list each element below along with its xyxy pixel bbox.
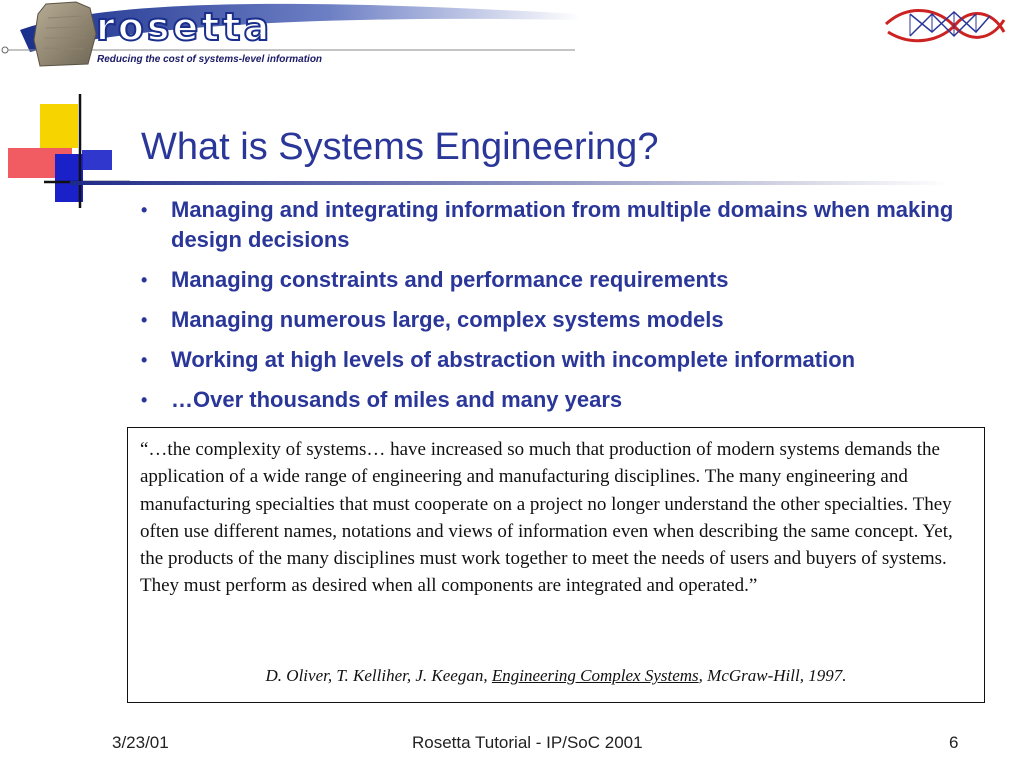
bullet-list: [141, 195, 971, 425]
citation-authors: D. Oliver, T. Kelliher, J. Keegan,: [265, 666, 492, 685]
bullet-item: [141, 305, 971, 335]
logo-wordmark: rosetta: [96, 5, 273, 49]
decorative-squares: [0, 90, 130, 210]
quote-box: [127, 427, 985, 703]
title-underline: [70, 181, 950, 185]
bullet-item: [141, 385, 971, 415]
bullet-item: [141, 195, 971, 255]
bullet-marker: •: [141, 310, 148, 330]
mesh-network-icon: [880, 2, 1010, 50]
citation-book-title: Engineering Complex Systems: [491, 666, 699, 685]
footer-date: 3/23/01: [112, 733, 169, 752]
bullet-marker: •: [141, 270, 148, 290]
bullet-marker: •: [141, 350, 148, 370]
slide-title: What is Systems Engineering?: [141, 126, 659, 168]
bullet-text: …Over thousands of miles and many years: [171, 387, 623, 412]
bullet-text: Working at high levels of abstraction with incomplete information: [171, 347, 856, 372]
quote-text: “…the complexity of systems… have increased so much that production of modern systems demands the application of a wide range of engineering and manufacturing disciplines. The many engineering and manufacturing specialties that must cooperate on a project no longer understand the other specialties. They often use different names, notations and views of information even when describing the same concept. Yet, the products of the many disciplines must work together to meet the needs of users and buyers of systems. They must perform as desired when all components are integrated and operated.”: [140, 439, 953, 597]
logo-tagline: Reducing the cost of systems-level information: [97, 54, 323, 65]
bullet-text: Managing and integrating information from multiple domains when making design decisions: [171, 197, 954, 252]
bullet-item: [141, 265, 971, 295]
header-banner: [0, 0, 600, 70]
bullet-item: [141, 345, 971, 375]
quote-citation: [128, 666, 984, 686]
footer-page-number: 6: [949, 733, 959, 752]
rosetta-stone-icon: [32, 0, 102, 68]
bullet-text: Managing constraints and performance requirements: [171, 267, 729, 292]
citation-publisher: , McGraw-Hill, 1997.: [698, 666, 847, 685]
footer-title: Rosetta Tutorial - IP/SoC 2001: [412, 733, 643, 752]
bullet-marker: •: [141, 390, 148, 410]
bullet-text: Managing numerous large, complex systems models: [171, 307, 724, 332]
bullet-marker: •: [141, 200, 148, 220]
